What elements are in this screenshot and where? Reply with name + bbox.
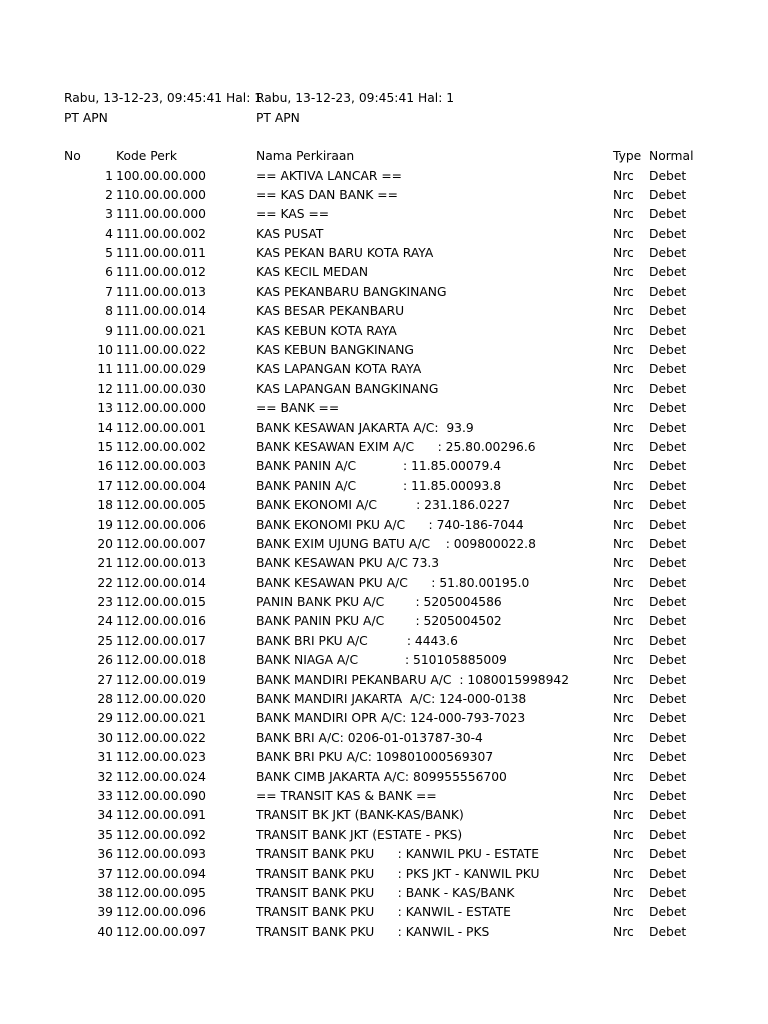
- account-name: BANK PANIN PKU A/C : 5205004502: [256, 614, 502, 629]
- row-number: 14: [97, 420, 113, 435]
- row-number: 39: [97, 905, 113, 920]
- table-row: [0, 554, 768, 573]
- table-row: [0, 787, 768, 806]
- account-name: BANK BRI A/C: 0206-01-013787-30-4: [256, 730, 483, 745]
- table-row: [0, 438, 768, 457]
- table-row: [0, 496, 768, 515]
- account-code: 112.00.00.095: [116, 885, 206, 900]
- row-number: 26: [97, 653, 113, 668]
- account-name: TRANSIT BK JKT (BANK-KAS/BANK): [256, 808, 464, 823]
- table-row: [0, 612, 768, 631]
- table-row: [0, 186, 768, 205]
- account-name: BANK KESAWAN EXIM A/C : 25.80.00296.6: [256, 439, 536, 454]
- account-normal: Debet: [649, 420, 687, 435]
- account-normal: Debet: [649, 498, 687, 513]
- account-code: 112.00.00.016: [116, 614, 206, 629]
- account-type: Nrc: [613, 924, 634, 939]
- table-row: [0, 341, 768, 360]
- account-code: 112.00.00.004: [116, 478, 206, 493]
- account-type: Nrc: [613, 769, 634, 784]
- account-normal: Debet: [649, 556, 687, 571]
- row-number: 4: [105, 226, 113, 241]
- account-type: Nrc: [613, 304, 634, 319]
- account-type: Nrc: [613, 614, 634, 629]
- account-code: 112.00.00.014: [116, 575, 206, 590]
- account-code: 111.00.00.002: [116, 226, 206, 241]
- account-type: Nrc: [613, 246, 634, 261]
- table-row: [0, 826, 768, 845]
- table-row: [0, 205, 768, 224]
- account-name: KAS BESAR PEKANBARU: [256, 304, 405, 319]
- account-code: 112.00.00.005: [116, 498, 206, 513]
- account-type: Nrc: [613, 420, 634, 435]
- account-type: Nrc: [613, 595, 634, 610]
- table-row: [0, 167, 768, 186]
- account-normal: Debet: [649, 575, 687, 590]
- table-row: [0, 671, 768, 690]
- account-code: 112.00.00.015: [116, 595, 206, 610]
- table-row: [0, 729, 768, 748]
- account-normal: Debet: [649, 246, 687, 261]
- account-code: 112.00.00.092: [116, 827, 206, 842]
- table-row: [0, 244, 768, 263]
- account-type: Nrc: [613, 478, 634, 493]
- row-number: 23: [97, 595, 113, 610]
- account-normal: Debet: [649, 517, 687, 532]
- account-normal: Debet: [649, 284, 687, 299]
- row-number: 37: [97, 866, 113, 881]
- row-number: 17: [97, 478, 113, 493]
- account-normal: Debet: [649, 381, 687, 396]
- account-type: Nrc: [613, 536, 634, 551]
- account-normal: Debet: [649, 265, 687, 280]
- row-number: 11: [97, 362, 113, 377]
- table-row: [0, 263, 768, 282]
- row-number: 15: [97, 439, 113, 454]
- account-type: Nrc: [613, 730, 634, 745]
- account-normal: Debet: [649, 187, 687, 202]
- account-normal: Debet: [649, 924, 687, 939]
- account-name: BANK BRI PKU A/C : 4443.6: [256, 633, 458, 648]
- table-row: [0, 477, 768, 496]
- account-normal: Debet: [649, 905, 687, 920]
- table-row: [0, 283, 768, 302]
- account-name: KAS LAPANGAN BANGKINANG: [256, 381, 439, 396]
- column-header-nama: Nama Perkiraan: [256, 149, 355, 163]
- account-code: 112.00.00.002: [116, 439, 206, 454]
- account-normal: Debet: [649, 168, 687, 183]
- row-number: 40: [97, 924, 113, 939]
- account-normal: Debet: [649, 536, 687, 551]
- account-name: KAS LAPANGAN KOTA RAYA: [256, 362, 422, 377]
- account-name: TRANSIT BANK PKU : KANWIL - PKS: [256, 924, 490, 939]
- account-code: 112.00.00.023: [116, 750, 206, 765]
- account-name: BANK CIMB JAKARTA A/C: 809955556700: [256, 769, 507, 784]
- account-type: Nrc: [613, 827, 634, 842]
- column-header-kode: Kode Perk: [116, 149, 177, 163]
- row-number: 7: [105, 284, 113, 299]
- account-name: BANK BRI PKU A/C: 109801000569307: [256, 750, 494, 765]
- row-number: 1: [105, 168, 113, 183]
- table-row: [0, 302, 768, 321]
- table-row: [0, 419, 768, 438]
- account-type: Nrc: [613, 885, 634, 900]
- account-code: 112.00.00.006: [116, 517, 206, 532]
- table-row: [0, 574, 768, 593]
- account-normal: Debet: [649, 633, 687, 648]
- account-normal: Debet: [649, 711, 687, 726]
- account-type: Nrc: [613, 808, 634, 823]
- account-code: 112.00.00.097: [116, 924, 206, 939]
- account-code: 111.00.00.011: [116, 246, 206, 261]
- account-normal: Debet: [649, 439, 687, 454]
- account-type: Nrc: [613, 459, 634, 474]
- account-name: BANK EKONOMI PKU A/C : 740-186-7044: [256, 517, 524, 532]
- account-normal: Debet: [649, 343, 687, 358]
- account-normal: Debet: [649, 808, 687, 823]
- company-name-right: PT APN: [256, 110, 300, 125]
- account-type: Nrc: [613, 168, 634, 183]
- account-code: 111.00.00.012: [116, 265, 206, 280]
- account-type: Nrc: [613, 905, 634, 920]
- account-normal: Debet: [649, 226, 687, 241]
- account-normal: Debet: [649, 866, 687, 881]
- account-type: Nrc: [613, 789, 634, 803]
- account-code: 112.00.00.001: [116, 420, 206, 435]
- table-row: [0, 225, 768, 244]
- account-name: KAS KEBUN BANGKINANG: [256, 343, 414, 358]
- account-code: 112.00.00.091: [116, 808, 206, 823]
- account-code: 111.00.00.014: [116, 304, 206, 319]
- account-table-body: [0, 167, 768, 943]
- account-normal: Debet: [649, 653, 687, 668]
- account-code: 112.00.00.096: [116, 905, 206, 920]
- table-row: [0, 457, 768, 476]
- account-normal: Debet: [649, 459, 687, 474]
- account-name: KAS PEKAN BARU KOTA RAYA: [256, 246, 434, 261]
- account-code: 112.00.00.093: [116, 847, 206, 862]
- table-row: [0, 690, 768, 709]
- table-row: [0, 380, 768, 399]
- row-number: 27: [97, 672, 113, 687]
- row-number: 12: [97, 381, 113, 396]
- row-number: 3: [105, 207, 113, 222]
- table-row: [0, 884, 768, 903]
- account-code: 112.00.00.000: [116, 401, 206, 416]
- account-code: 111.00.00.030: [116, 381, 206, 396]
- account-normal: Debet: [649, 478, 687, 493]
- account-code: 112.00.00.013: [116, 556, 206, 571]
- account-normal: Debet: [649, 401, 687, 416]
- account-type: Nrc: [613, 692, 634, 707]
- account-code: 112.00.00.024: [116, 769, 206, 784]
- account-name: BANK PANIN A/C : 11.85.00079.4: [256, 459, 502, 474]
- account-name: BANK EKONOMI A/C : 231.186.0227: [256, 498, 511, 513]
- account-type: Nrc: [613, 265, 634, 280]
- account-normal: Debet: [649, 750, 687, 765]
- account-type: Nrc: [613, 226, 634, 241]
- row-number: 20: [97, 536, 113, 551]
- table-row: [0, 651, 768, 670]
- table-row: [0, 709, 768, 728]
- account-normal: Debet: [649, 323, 687, 338]
- account-type: Nrc: [613, 672, 634, 687]
- account-type: Nrc: [613, 866, 634, 881]
- row-number: 24: [97, 614, 113, 629]
- table-row: [0, 360, 768, 379]
- account-code: 111.00.00.013: [116, 284, 206, 299]
- report-date-left: Rabu, 13-12-23, 09:45:41 Hal: 1: [64, 91, 263, 105]
- account-name: == KAS DAN BANK ==: [256, 187, 398, 202]
- account-normal: Debet: [649, 692, 687, 707]
- account-code: 100.00.00.000: [116, 168, 206, 183]
- account-normal: Debet: [649, 847, 687, 862]
- account-name: PANIN BANK PKU A/C : 5205004586: [256, 595, 502, 610]
- account-code: 112.00.00.020: [116, 692, 206, 707]
- account-code: 111.00.00.021: [116, 323, 206, 338]
- table-row: [0, 748, 768, 767]
- table-row: [0, 399, 768, 418]
- account-type: Nrc: [613, 439, 634, 454]
- row-number: 19: [97, 517, 113, 532]
- account-name: KAS KEBUN KOTA RAYA: [256, 323, 397, 338]
- row-number: 32: [97, 769, 113, 784]
- account-code: 110.00.00.000: [116, 187, 206, 202]
- account-type: Nrc: [613, 401, 634, 416]
- account-type: Nrc: [613, 575, 634, 590]
- account-name: BANK MANDIRI PEKANBARU A/C : 1080015998942: [256, 672, 570, 687]
- row-number: 29: [97, 711, 113, 726]
- account-type: Nrc: [613, 847, 634, 862]
- table-row: [0, 535, 768, 554]
- account-code: 112.00.00.007: [116, 536, 206, 551]
- account-name: TRANSIT BANK JKT (ESTATE - PKS): [256, 827, 463, 842]
- account-normal: Debet: [649, 885, 687, 900]
- account-code: 111.00.00.000: [116, 207, 206, 222]
- account-type: Nrc: [613, 207, 634, 222]
- account-name: TRANSIT BANK PKU : KANWIL PKU - ESTATE: [256, 847, 539, 862]
- account-code: 112.00.00.022: [116, 730, 206, 745]
- account-type: Nrc: [613, 323, 634, 338]
- account-type: Nrc: [613, 343, 634, 358]
- row-number: 25: [97, 633, 113, 648]
- column-header-no: No: [64, 149, 81, 163]
- account-type: Nrc: [613, 556, 634, 571]
- row-number: 2: [105, 187, 113, 202]
- account-name: BANK KESAWAN PKU A/C 73.3: [256, 556, 440, 571]
- account-name: TRANSIT BANK PKU : PKS JKT - KANWIL PKU: [256, 866, 540, 881]
- account-name: BANK MANDIRI JAKARTA A/C: 124-000-0138: [256, 692, 527, 707]
- account-normal: Debet: [649, 362, 687, 377]
- account-normal: Debet: [649, 207, 687, 222]
- row-number: 28: [97, 692, 113, 707]
- table-row: [0, 632, 768, 651]
- table-row: [0, 845, 768, 864]
- account-name: BANK KESAWAN JAKARTA A/C: 93.9: [256, 420, 474, 435]
- account-code: 112.00.00.090: [116, 789, 206, 803]
- account-code: 112.00.00.019: [116, 672, 206, 687]
- row-number: 36: [97, 847, 113, 862]
- account-name: BANK EXIM UJUNG BATU A/C : 009800022.8: [256, 536, 536, 551]
- account-name: == TRANSIT KAS & BANK ==: [256, 789, 437, 803]
- account-normal: Debet: [649, 595, 687, 610]
- account-code: 112.00.00.017: [116, 633, 206, 648]
- row-number: 31: [97, 750, 113, 765]
- row-number: 10: [97, 343, 113, 358]
- account-type: Nrc: [613, 362, 634, 377]
- account-code: 111.00.00.022: [116, 343, 206, 358]
- account-type: Nrc: [613, 633, 634, 648]
- table-row: [0, 806, 768, 825]
- account-normal: Debet: [649, 789, 687, 803]
- account-type: Nrc: [613, 187, 634, 202]
- account-type: Nrc: [613, 498, 634, 513]
- account-normal: Debet: [649, 614, 687, 629]
- row-number: 9: [105, 323, 113, 338]
- account-code: 112.00.00.094: [116, 866, 206, 881]
- account-code: 112.00.00.018: [116, 653, 206, 668]
- row-number: 30: [97, 730, 113, 745]
- table-row: [0, 768, 768, 787]
- row-number: 8: [105, 304, 113, 319]
- table-row: [0, 516, 768, 535]
- account-normal: Debet: [649, 730, 687, 745]
- account-normal: Debet: [649, 827, 687, 842]
- account-name: KAS PEKANBARU BANGKINANG: [256, 284, 447, 299]
- account-normal: Debet: [649, 304, 687, 319]
- account-type: Nrc: [613, 284, 634, 299]
- row-number: 13: [97, 401, 113, 416]
- row-number: 21: [97, 556, 113, 571]
- row-number: 16: [97, 459, 113, 474]
- account-name: TRANSIT BANK PKU : KANWIL - ESTATE: [256, 905, 511, 920]
- account-type: Nrc: [613, 711, 634, 726]
- account-type: Nrc: [613, 381, 634, 396]
- column-header-type: Type: [613, 149, 642, 163]
- account-name: KAS PUSAT: [256, 226, 324, 241]
- account-name: == KAS ==: [256, 207, 330, 222]
- account-name: BANK KESAWAN PKU A/C : 51.80.00195.0: [256, 575, 530, 590]
- account-name: BANK NIAGA A/C : 510105885009: [256, 653, 507, 668]
- account-name: TRANSIT BANK PKU : BANK - KAS/BANK: [256, 885, 515, 900]
- row-number: 35: [97, 827, 113, 842]
- account-name: BANK PANIN A/C : 11.85.00093.8: [256, 478, 502, 493]
- table-row: [0, 903, 768, 922]
- row-number: 22: [97, 575, 113, 590]
- report-date-right: Rabu, 13-12-23, 09:45:41 Hal: 1: [256, 91, 455, 105]
- account-type: Nrc: [613, 517, 634, 532]
- table-row: [0, 322, 768, 341]
- account-code: 112.00.00.003: [116, 459, 206, 474]
- account-name: == BANK ==: [256, 401, 340, 416]
- row-number: 38: [97, 885, 113, 900]
- table-row: [0, 593, 768, 612]
- account-code: 111.00.00.029: [116, 362, 206, 377]
- column-header-normal: Normal: [649, 149, 694, 163]
- row-number: 34: [97, 808, 113, 823]
- account-normal: Debet: [649, 769, 687, 784]
- row-number: 5: [105, 246, 113, 261]
- row-number: 6: [105, 265, 113, 280]
- account-name: == AKTIVA LANCAR ==: [256, 168, 402, 183]
- table-row: [0, 865, 768, 884]
- row-number: 18: [97, 498, 113, 513]
- company-name-left: PT APN: [64, 110, 108, 125]
- account-type: Nrc: [613, 750, 634, 765]
- account-type: Nrc: [613, 653, 634, 668]
- account-normal: Debet: [649, 672, 687, 687]
- account-name: BANK MANDIRI OPR A/C: 124-000-793-7023: [256, 711, 526, 726]
- row-number: 33: [97, 789, 113, 803]
- account-code: 112.00.00.021: [116, 711, 206, 726]
- account-name: KAS KECIL MEDAN: [256, 265, 369, 280]
- table-row: [0, 923, 768, 942]
